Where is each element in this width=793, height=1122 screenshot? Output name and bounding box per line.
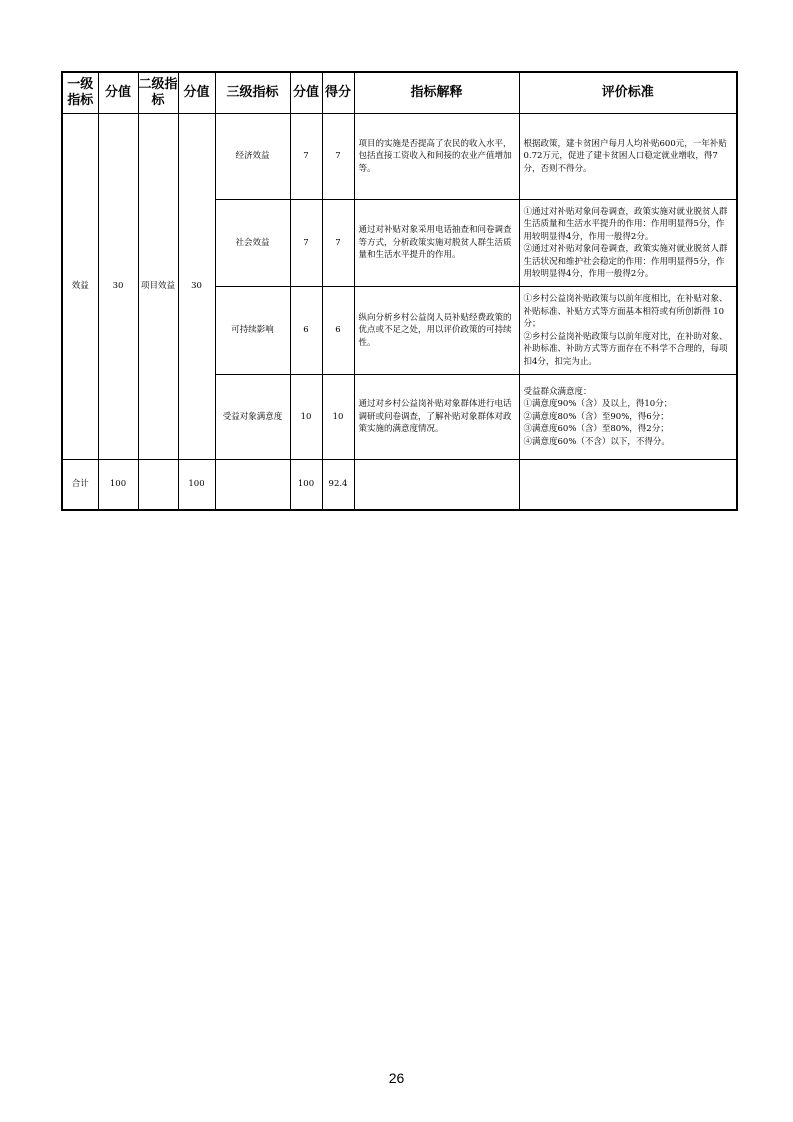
header-score3: 分值: [290, 72, 322, 114]
total-score1: 100: [98, 460, 138, 511]
row-score: 6: [290, 287, 322, 375]
criteria-line: ④满意度60%（不含）以下，不得分。: [523, 436, 670, 447]
total-obtained: 92.4: [322, 460, 354, 511]
criteria-line: 根据政策，建卡贫困户每月人均补贴600元，一年补贴0.72万元，促进了建卡贫困人口稳定就业增收，得7分，否则不得分。: [523, 138, 727, 174]
total-empty-explanation: [354, 460, 519, 511]
row-level3: 可持续影响: [215, 287, 290, 375]
header-level2: 二级指标: [138, 72, 178, 114]
row-level3: 社会效益: [215, 200, 290, 287]
table-row: [62, 114, 737, 200]
row-obtained: 10: [322, 375, 354, 460]
total-empty-level2: [138, 460, 178, 511]
group-score2: 30: [178, 114, 215, 460]
total-row: [62, 460, 737, 511]
header-score2: 分值: [178, 72, 215, 114]
criteria-line: 受益群众满意度：: [523, 386, 592, 397]
row-score: 7: [290, 200, 322, 287]
header-criteria: 评价标准: [519, 72, 737, 114]
total-empty-level3: [215, 460, 290, 511]
row-criteria: [519, 114, 737, 200]
row-criteria: [519, 200, 737, 287]
header-level3: 三级指标: [215, 72, 290, 114]
criteria-line: ①通过对补贴对象问卷调查，政策实施对就业脱贫人群生活质量和生活水平提升的作用：作用明显得5分，作用较明显得4分，作用一般得2分。: [523, 206, 728, 242]
group-level2: 项目效益: [138, 114, 178, 460]
criteria-line: ①乡村公益岗补贴政策与以前年度相比，在补贴对象、补贴标准、补贴方式等方面基本相符或有所创新得 10分；: [523, 294, 728, 329]
criteria-line: ③满意度60%（含）至80%，得2分；: [523, 424, 669, 435]
group-level1: 效益: [62, 114, 98, 460]
row-explanation: 项目的实施是否提高了农民的收入水平，包括直接工资收入和间接的农业产值增加等。: [354, 114, 519, 200]
row-score: 10: [290, 375, 322, 460]
total-empty-criteria: [519, 460, 737, 511]
row-criteria: [519, 287, 737, 375]
row-criteria: [519, 375, 737, 460]
total-score2: 100: [178, 460, 215, 511]
evaluation-table: [61, 71, 738, 511]
header-obtained: 得分: [322, 72, 354, 114]
row-explanation: 纵向分析乡村公益岗人员补贴经费政策的优点或不足之处，用以评价政策的可持续性。: [354, 287, 519, 375]
criteria-line: ①满意度90%（含）及以上，得10分；: [523, 399, 673, 410]
total-score3: 100: [290, 460, 322, 511]
row-level3: 经济效益: [215, 114, 290, 200]
row-obtained: 6: [322, 287, 354, 375]
evaluation-table-container: [61, 71, 736, 511]
total-label: 合计: [62, 460, 98, 511]
header-level1: 一级指标: [62, 72, 98, 114]
criteria-line: ②满意度80%（含）至90%，得6分；: [523, 411, 669, 422]
row-obtained: 7: [322, 200, 354, 287]
row-obtained: 7: [322, 114, 354, 200]
criteria-line: ②乡村公益岗补贴政策与以前年度对比，在补助对象、补助标准、补助方式等方面存在不科学不合理的，每项扣4分，扣完为止。: [523, 331, 728, 367]
criteria-line: ②通过对补贴对象问卷调查，政策实施对就业脱贫人群生活状况和维护社会稳定的作用：作用明显得5分，作用较明显得4分，作用一般得2分。: [523, 244, 728, 279]
row-level3: 受益对象满意度: [215, 375, 290, 460]
header-row: [62, 72, 737, 114]
header-score1: 分值: [98, 72, 138, 114]
header-explanation: 指标解释: [354, 72, 519, 114]
group-score1: 30: [98, 114, 138, 460]
row-explanation: 通过对补贴对象采用电话抽查和问卷调查等方式，分析政策实施对脱贫人群生活质量和生活水平提升的作用。: [354, 200, 519, 287]
row-explanation: 通过对乡村公益岗补贴对象群体进行电话调研或问卷调查，了解补贴对象群体对政策实施的满意度情况。: [354, 375, 519, 460]
row-score: 7: [290, 114, 322, 200]
page-number: 26: [388, 1070, 405, 1086]
